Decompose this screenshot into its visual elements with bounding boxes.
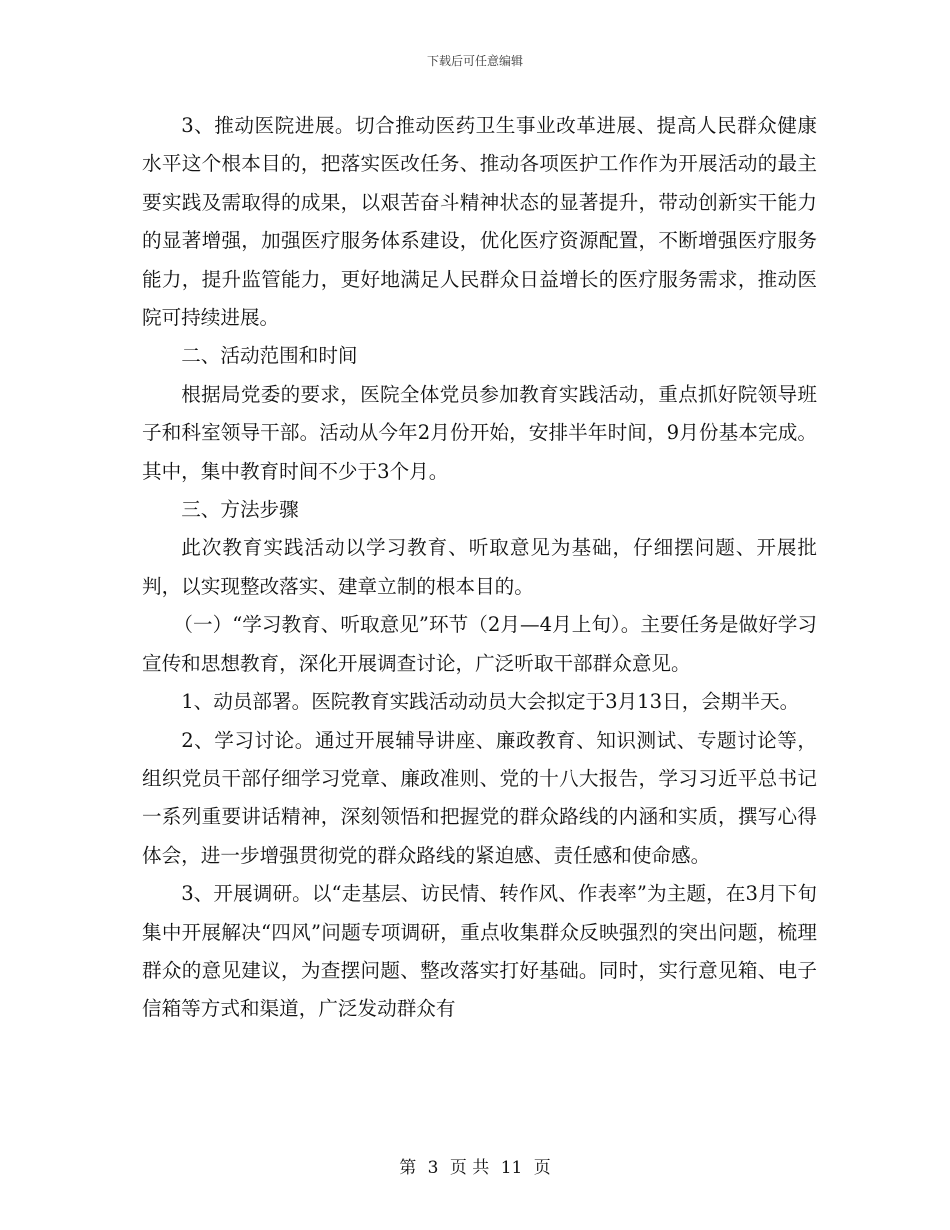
paragraph-research: 3、开展调研。以“走基层、访民情、转作风、作表率”为主题，在3月下旬集中开展解决“四风”问题专项调研，重点收集群众反映强烈的突出问题，梳理群众的意见建议，为查摆问题、整改落实打好基础。同时，实行意见箱、电子信箱等方式和渠道，广泛发动群众有 bbox=[142, 882, 817, 1021]
paragraph-promote-hospital: 3、推动医院进展。切合推动医药卫生事业改革进展、提高人民群众健康水平这个根本目的，把落实医改任务、推动各项医护工作作为开展活动的最主要实践及需取得的成果，以艰苦奋斗精神状态的显著提升，带动创新实干能力的显著增强，加强医疗服务体系建设，优化医疗资源配置，不断增强医疗服务能力，提升监管能力，更好地满足人民群众日益增长的医疗服务需求，推动医院可持续进展。 bbox=[142, 114, 817, 330]
paragraph-mobilization: 1、动员部署。医院教育实践活动动员大会拟定于3月13日，会期半天。 bbox=[181, 690, 800, 714]
section-heading-scope-time: 二、活动范围和时间 bbox=[181, 344, 358, 368]
paragraph-phase-one: （一）“学习教育、听取意见”环节（2月—4月上旬）。主要任务是做好学习宣传和思想教育，深化开展调查讨论，广泛听取干部群众意见。 bbox=[142, 613, 817, 675]
page-footer bbox=[0, 1153, 950, 1178]
page-header: 下载后可任意编辑 bbox=[426, 54, 523, 68]
document-body bbox=[142, 107, 817, 1029]
footer-middle: 页 共 bbox=[449, 1158, 490, 1178]
paragraph-scope-time: 根据局党委的要求，医院全体党员参加教育实践活动，重点抓好院领导班子和科室领导干部。活动从今年2月份开始，安排半年时间，9月份基本完成。其中，集中教育时间不少于3个月。 bbox=[142, 382, 817, 483]
section-heading-methods: 三、方法步骤 bbox=[181, 498, 299, 522]
paragraph-study-discussion: 2、学习讨论。通过开展辅导讲座、廉政教育、知识测试、专题讨论等，组织党员干部仔细学习党章、廉政准则、党的十八大报告，学习习近平总书记一系列重要讲话精神，深刻领悟和把握党的群众路线的内涵和实质，撰写心得体会，进一步增强贯彻党的群众路线的紧迫感、责任感和使命感。 bbox=[142, 728, 817, 867]
footer-prefix: 第 bbox=[399, 1158, 417, 1178]
footer-total-pages: 11 bbox=[500, 1158, 523, 1178]
paragraph-methods-intro: 此次教育实践活动以学习教育、听取意见为基础，仔细摆问题、开展批判，以实现整改落实、建章立制的根本目的。 bbox=[142, 536, 817, 598]
footer-page-number: 3 bbox=[427, 1158, 439, 1178]
footer-suffix: 页 bbox=[533, 1158, 551, 1178]
